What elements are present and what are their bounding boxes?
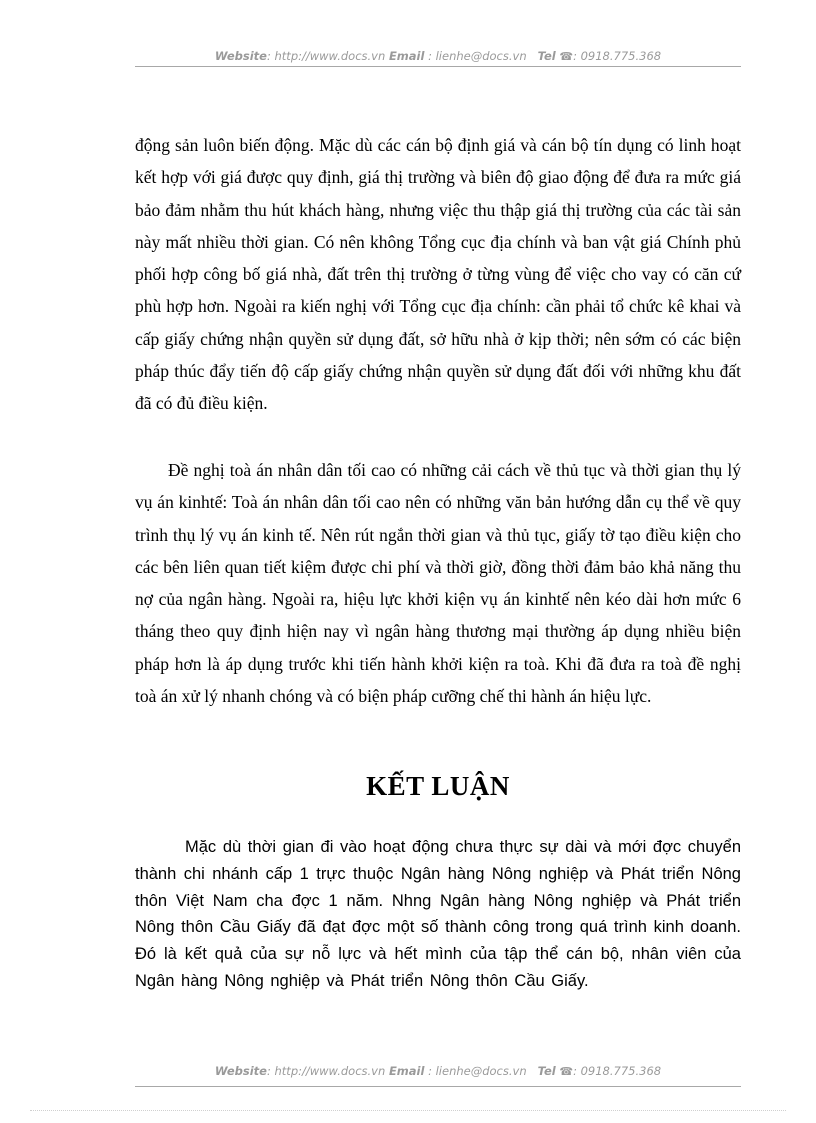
page-footer (135, 1064, 741, 1078)
header-email-label: Email (388, 49, 425, 63)
page-header (135, 49, 741, 63)
paragraph-text: động sản luôn biến động. Mặc dù các cán bộ định giá và cán bộ tín dụng có linh hoạt kết hợp với giá được quy định, giá thị trường và biên độ giao động để đưa ra mức giá bảo đảm nhằm thu hút khách hàng, nhưng việc thu thập giá thị trường của các tài sản này mất nhiều thời gian. Có nên không Tổng cục địa chính và ban vật giá Chính phủ phối hợp công bố giá nhà, đất trên thị trường ở từng vùng để việc cho vay có căn cứ phù hợp hơn. Ngoài ra kiến nghị với Tổng cục địa chính: cần phải tổ chức kê khai và cấp giấy chứng nhận quyền sử dụng đất, sở hữu nhà ở kịp thời; nên sớm có các biện pháp thúc đẩy tiến độ cấp giấy chứng nhận quyền sử dụng đất đối với những khu đất đã có đủ điều kiện. (135, 135, 741, 414)
footer-website-label: Website (214, 1064, 267, 1078)
footer-tel-label: Tel (537, 1064, 556, 1078)
phone-icon: ☎ (559, 1065, 574, 1078)
header-divider (135, 66, 741, 67)
footer-tel-value: : 0918.775.368 (573, 1064, 662, 1078)
paragraph-text: Mặc dù thời gian đi vào hoạt động chưa thực sự dài và mới đợc chuyển thành chi nhánh cấp 1 trực thuộc Ngân hàng Nông nghiệp và Phát triển Nông thôn Việt Nam cha đợc 1 năm. Nhng Ngân hàng Nông nghiệp và Phát triển Nông thôn Cầu Giấy đã đạt đợc một số thành công trong quá trình kinh doanh. Đó là kết quả của sự nỗ lực và hết mình của tập thể cán bộ, nhân viên của Ngân hàng Nông nghiệp và Phát triển Nông thôn Cầu Giấy. (135, 838, 741, 990)
header-website-url[interactable]: : http://www.docs.vn (266, 49, 386, 63)
header-website-label: Website (214, 49, 267, 63)
body-paragraph-2 (135, 454, 741, 712)
header-tel-label: Tel (537, 49, 556, 63)
footer-email-label: Email (388, 1064, 425, 1078)
body-paragraph-1 (135, 129, 741, 420)
header-email-value[interactable]: : lienhe@docs.vn (428, 49, 527, 63)
section-heading: KẾT LUẬN (366, 771, 510, 801)
footer-divider (135, 1086, 741, 1087)
body-paragraph-3 (135, 834, 741, 995)
paragraph-text: Đề nghị toà án nhân dân tối cao có những cải cách về thủ tục và thời gian thụ lý vụ án kinhtế: Toà án nhân dân tối cao nên có những văn bản hướng dẫn cụ thể về quy trình thụ lý vụ án kinh tế. Nên rút ngắn thời gian và thủ tục, giấy tờ tạo điều kiện cho các bên liên quan tiết kiệm được chi phí và thời giờ, đồng thời đảm bảo khả năng thu nợ của ngân hàng. Ngoài ra, hiệu lực khởi kiện vụ án kinhtế nên kéo dài hơn mức 6 tháng theo quy định hiện nay vì ngân hàng thương mại thường áp dụng nhiều biện pháp hơn là áp dụng trước khi tiến hành khởi kiện ra toà. Khi đã đưa ra toà đề nghị toà án xử lý nhanh chóng và có biện pháp cưỡng chế thi hành án hiệu lực. (135, 460, 741, 707)
footer-website-url[interactable]: : http://www.docs.vn (266, 1064, 386, 1078)
page-bottom-dotted-line (30, 1110, 786, 1111)
footer-email-value[interactable]: : lienhe@docs.vn (428, 1064, 527, 1078)
phone-icon: ☎ (559, 50, 574, 63)
header-tel-value: : 0918.775.368 (573, 49, 662, 63)
